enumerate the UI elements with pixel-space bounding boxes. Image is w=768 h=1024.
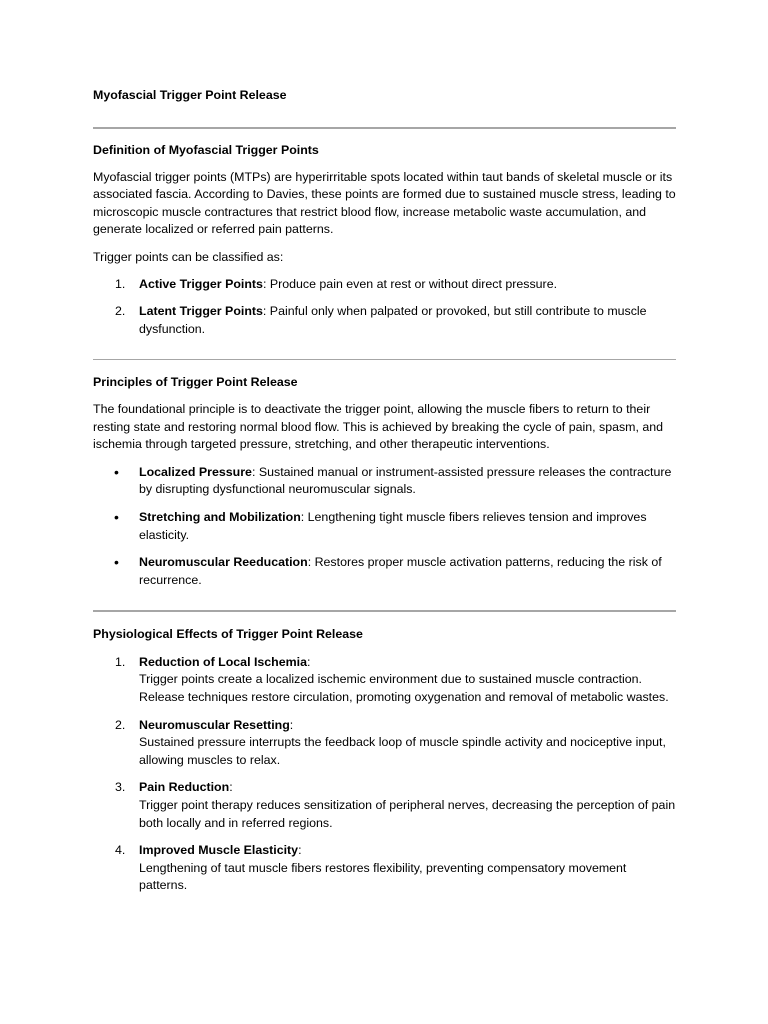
list-text: :	[289, 717, 294, 732]
list-item	[93, 303, 676, 338]
bullet: •	[114, 554, 119, 571]
list-number: 4.	[115, 843, 126, 858]
list-text: : Produce pain even at rest or without direct pressure.	[262, 276, 558, 291]
list-term: Pain Reduction	[139, 780, 230, 795]
list-number: 1.	[115, 654, 126, 669]
list-term: Stretching and Mobilization	[139, 509, 301, 524]
trigger-point-types-list	[93, 276, 676, 339]
list-term: Localized Pressure	[139, 464, 252, 479]
list-item	[93, 509, 676, 544]
list-item	[93, 654, 676, 707]
list-item	[93, 464, 676, 499]
list-description: Sustained pressure interrupts the feedback loop of muscle spindle activity and nociceptive input, allowing muscles to relax.	[139, 735, 666, 767]
list-item	[93, 842, 676, 895]
list-term: Reduction of Local Ischemia	[139, 654, 307, 669]
list-number: 2.	[115, 304, 126, 319]
list-description: Lengthening of taut muscle fibers restores flexibility, preventing compensatory movement patterns.	[139, 860, 627, 893]
list-item	[93, 779, 676, 832]
list-term: Neuromuscular Resetting	[139, 717, 290, 732]
list-number: 1.	[115, 276, 126, 291]
principles-list	[93, 464, 676, 590]
list-item	[93, 717, 676, 770]
list-text: :	[229, 780, 233, 795]
list-number: 2.	[115, 717, 126, 732]
effects-list	[93, 654, 676, 895]
section-divider	[93, 127, 676, 129]
principles-paragraph: The foundational principle is to deactivate the trigger point, allowing the muscle fibers to return to their resting state and restoring normal blood flow. This is achieved by breaking the cycle of pain, spasm, and ischemia through targeted pressure, stretching, and other therapeutic interventions.	[93, 401, 664, 452]
list-text: : Painful only when palpated or provoked, but still contribute to muscle dysfunction.	[139, 304, 647, 336]
bullet: •	[114, 508, 119, 525]
list-description: Trigger points create a localized ischemic environment due to sustained muscle contraction. Release techniques restore circulation, promoting oxygenation and removal of metabolic wastes.	[139, 672, 669, 705]
list-item	[93, 276, 676, 294]
list-text: : Sustained manual or instrument-assisted pressure releases the contracture by disrupting dysfunctional neuromuscular signals.	[139, 464, 672, 497]
list-text: : Lengthening tight muscle fibers relieves tension and improves elasticity.	[139, 509, 647, 542]
list-description: Trigger point therapy reduces sensitization of peripheral nerves, decreasing the perception of pain both locally and in referred regions.	[139, 798, 676, 830]
definition-paragraph: Myofascial trigger points (MTPs) are hyperirritable spots located within taut bands of skeletal muscle or its associated fascia. According to Davies, these points are formed due to sustained muscle stress, leading to microscopic muscle contractures that restrict blood flow, increase metabolic waste accumulation, and generate localized or referred pain patterns.	[93, 169, 676, 237]
list-term: Active Trigger Points	[139, 276, 263, 291]
bullet: •	[114, 463, 119, 480]
list-term: Improved Muscle Elasticity	[139, 843, 299, 858]
section-divider	[93, 610, 676, 612]
list-item	[93, 554, 676, 589]
list-text: : Restores proper muscle activation patterns, reducing the risk of recurrence.	[139, 555, 662, 587]
section-heading-principles: Principles of Trigger Point Release	[93, 375, 298, 390]
section-heading-definition: Definition of Myofascial Trigger Points	[93, 143, 319, 157]
list-number: 3.	[115, 780, 126, 795]
document-title: Myofascial Trigger Point Release	[93, 88, 287, 102]
section-divider	[93, 359, 676, 360]
classification-intro: Trigger points can be classified as:	[93, 249, 284, 264]
list-term: Neuromuscular Reeducation	[139, 555, 308, 570]
list-text: :	[307, 654, 311, 669]
section-heading-physiological-effects: Physiological Effects of Trigger Point Release	[93, 627, 363, 642]
list-term: Latent Trigger Points	[139, 304, 263, 319]
list-text: :	[298, 843, 302, 858]
document-page	[93, 87, 676, 895]
